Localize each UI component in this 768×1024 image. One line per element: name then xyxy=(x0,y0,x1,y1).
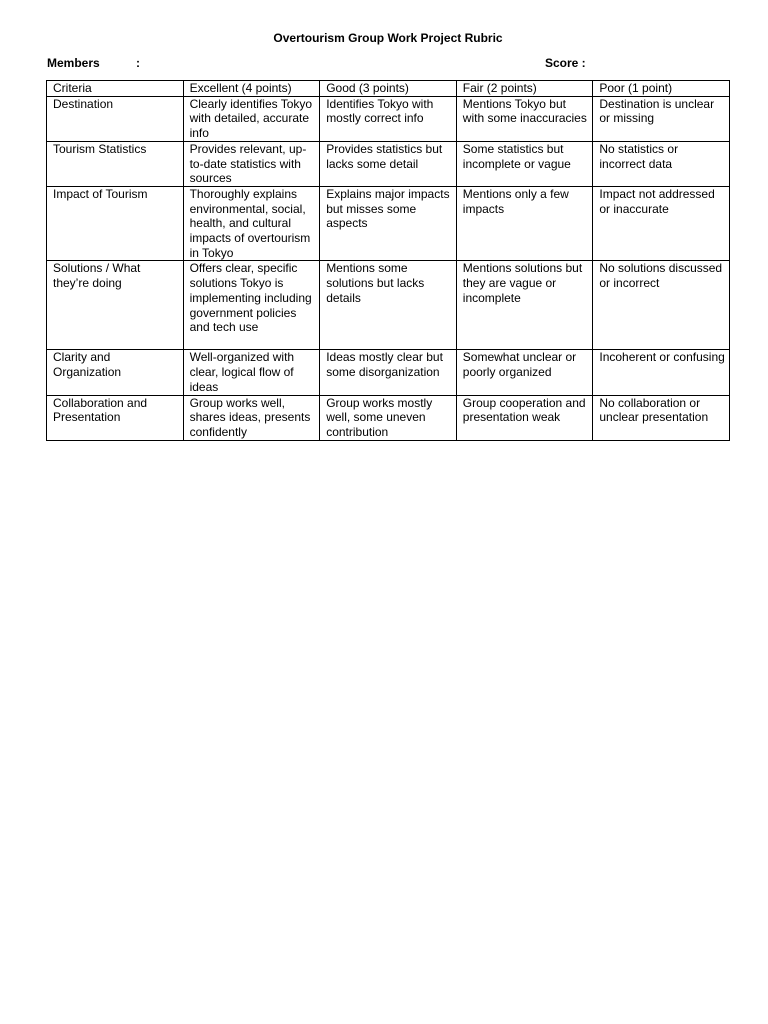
header-criteria: Criteria xyxy=(47,81,184,97)
table-row xyxy=(47,186,730,261)
table-row xyxy=(47,141,730,186)
score-label: Score : xyxy=(545,56,586,70)
good-cell: Explains major impacts but misses some aspects xyxy=(320,186,457,261)
fair-cell: Group cooperation and presentation weak xyxy=(456,395,593,440)
table-row xyxy=(47,96,730,141)
page-title: Overtourism Group Work Project Rubric xyxy=(273,31,503,45)
poor-cell: Incoherent or confusing xyxy=(593,350,730,395)
excellent-cell: Thoroughly explains environmental, social, health, and cultural impacts of overtourism in Tokyo xyxy=(183,186,320,261)
members-label: Members xyxy=(47,56,100,70)
table-row xyxy=(47,395,730,440)
table-row xyxy=(47,350,730,395)
excellent-cell: Clearly identifies Tokyo with detailed, accurate info xyxy=(183,96,320,141)
fair-cell: Mentions solutions but they are vague or incomplete xyxy=(456,261,593,350)
header-poor: Poor (1 point) xyxy=(593,81,730,97)
fair-cell: Mentions Tokyo but with some inaccuracies xyxy=(456,96,593,141)
poor-cell: Destination is unclear or missing xyxy=(593,96,730,141)
excellent-cell: Well-organized with clear, logical flow of ideas xyxy=(183,350,320,395)
header-good: Good (3 points) xyxy=(320,81,457,97)
poor-cell: No solutions discussed or incorrect xyxy=(593,261,730,350)
criteria-cell: Tourism Statistics xyxy=(47,141,184,186)
poor-cell: No collaboration or unclear presentation xyxy=(593,395,730,440)
table-row xyxy=(47,261,730,350)
criteria-cell: Destination xyxy=(47,96,184,141)
header-excellent: Excellent (4 points) xyxy=(183,81,320,97)
criteria-cell: Solutions / What they’re doing xyxy=(47,261,184,350)
rubric-table xyxy=(46,80,730,441)
good-cell: Ideas mostly clear but some disorganization xyxy=(320,350,457,395)
good-cell: Provides statistics but lacks some detail xyxy=(320,141,457,186)
excellent-cell: Provides relevant, up-to-date statistics with sources xyxy=(183,141,320,186)
excellent-cell: Group works well, shares ideas, presents confidently xyxy=(183,395,320,440)
criteria-cell: Collaboration and Presentation xyxy=(47,395,184,440)
header-fair: Fair (2 points) xyxy=(456,81,593,97)
fair-cell: Somewhat unclear or poorly organized xyxy=(456,350,593,395)
poor-cell: No statistics or incorrect data xyxy=(593,141,730,186)
good-cell: Group works mostly well, some uneven contribution xyxy=(320,395,457,440)
good-cell: Mentions some solutions but lacks details xyxy=(320,261,457,350)
good-cell: Identifies Tokyo with mostly correct info xyxy=(320,96,457,141)
fair-cell: Mentions only a few impacts xyxy=(456,186,593,261)
rubric-header-row xyxy=(47,81,730,97)
criteria-cell: Clarity and Organization xyxy=(47,350,184,395)
criteria-cell: Impact of Tourism xyxy=(47,186,184,261)
members-colon: : xyxy=(136,56,140,70)
excellent-cell: Offers clear, specific solutions Tokyo is implementing including government policies and tech use xyxy=(183,261,320,350)
fair-cell: Some statistics but incomplete or vague xyxy=(456,141,593,186)
poor-cell: Impact not addressed or inaccurate xyxy=(593,186,730,261)
